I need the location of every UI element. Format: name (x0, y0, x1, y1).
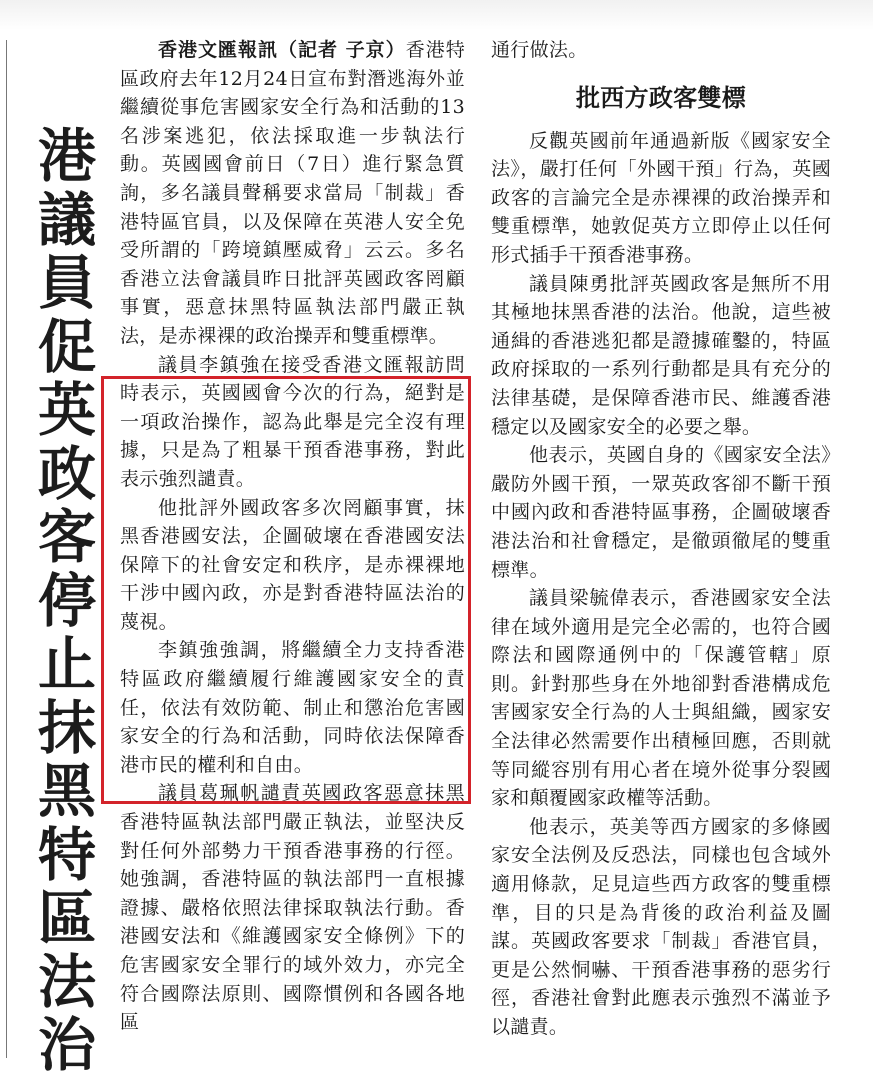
paragraph-kot-1: 議員葛珮帆譴責英國政客惡意抹黑香港特區執法部門嚴正執法，並堅決反對任何外部勢力干預香港事務的行徑。她強調，香港特區的執法部門一直根據證據、嚴格依照法律採取執法行動。香港國安法和《維護國家安全條例》下的危害國家安全罪行的域外效力，亦完全符合國際法原則、國際慣例和各國各地區 (120, 782, 465, 1034)
page-top-shade (0, 0, 873, 30)
lead-text: 香港特區政府去年12月24日宣布對潛逃海外並繼續從事危害國家安全行為和活動的13名涉案逃犯，依法採取進一步執法行動。英國國會前日（7日）進行緊急質詢，多名議員聲稱要求當局「制裁」香港特區官員，以及保障在英港人安全免受所謂的「跨境鎮壓威脅」云云。多名香港立法會議員昨日批評英國政客罔顧事實，惡意抹黑特區執法部門嚴正執法，是赤裸裸的政治操弄和雙重標準。 (120, 39, 465, 347)
headline: 港議員促英政客停止抹黑特區法治 (38, 122, 97, 1079)
paragraph-leung-1: 議員梁毓偉表示，香港國家安全法律在域外適用是完全必需的，也符合國際法和國際通例中的「保護管轄」原則。針對那些身在外地卻對香港構成危害國家安全行為的人士與組織，國家安全法律必然需要作出積極回應，否則就等同縱容別有用心者在境外從事分裂國家和顛覆國家政權等活動。 (491, 587, 831, 810)
column-rule (6, 40, 7, 1058)
paragraph-li-1: 議員李鎮強在接受香港文匯報訪問時表示，英國國會今次的行為，絕對是一項政治操作，認為此舉是完全沒有理據，只是為了粗暴干預香港事務，對此表示強烈譴責。 (120, 353, 465, 490)
paragraph-li-2: 他批評外國政客多次罔顧事實，抹黑香港國安法，企圖破壞在香港國安法保障下的社會安定和秩序，是赤裸裸地干涉中國內政，亦是對香港特區法治的蔑視。 (120, 496, 465, 633)
paragraph-kot-2: 反觀英國前年通過新版《國家安全法》，嚴打任何「外國干預」行為，英國政客的言論完全是赤裸裸的政治操弄和雙重標準，她敦促英方立即停止以任何形式插手干預香港事務。 (491, 129, 831, 266)
byline: 香港文匯報訊（記者 子京） (158, 39, 406, 61)
paragraph-chan-2: 他表示，英國自身的《國家安全法》嚴防外國干預，一眾英政客卻不斷干預中國內政和香港特區事務，企圖破壞香港法治和社會穩定，是徹頭徹尾的雙重標準。 (491, 444, 831, 581)
paragraph-leung-2: 他表示，英美等西方國家的多條國家安全法例及反恐法，同樣也包含域外適用條款，足見這些西方政客的雙重標準，目的只是為背後的政治利益及圖謀。英國政客要求「制裁」香港官員，更是公然恫嚇、干預香港事務的惡劣行徑，香港社會對此應表示強烈不滿並予以譴責。 (491, 815, 831, 1038)
article-column-middle (120, 36, 465, 1037)
paragraph-li-3: 李鎮強強調，將繼續全力支持香港特區政府繼續履行維護國家安全的責任，依法有效防範、制止和懲治危害國家安全的行為和活動，同時依法保障香港市民的權利和自由。 (120, 639, 465, 776)
paragraph-kot-continued: 通行做法。 (491, 39, 588, 61)
article-column-right (491, 36, 831, 1042)
subheading: 批西方政客雙標 (575, 83, 747, 112)
paragraph-chan-1: 議員陳勇批評英國政客是無所不用其極地抹黑香港的法治。他說，這些被通緝的香港逃犯都是證據確鑿的，特區政府採取的一系列行動都是具有充分的法律基礎，是保障香港市民、維護香港穩定以及國家安全的必要之舉。 (491, 272, 831, 438)
paragraph-lead (120, 36, 465, 351)
